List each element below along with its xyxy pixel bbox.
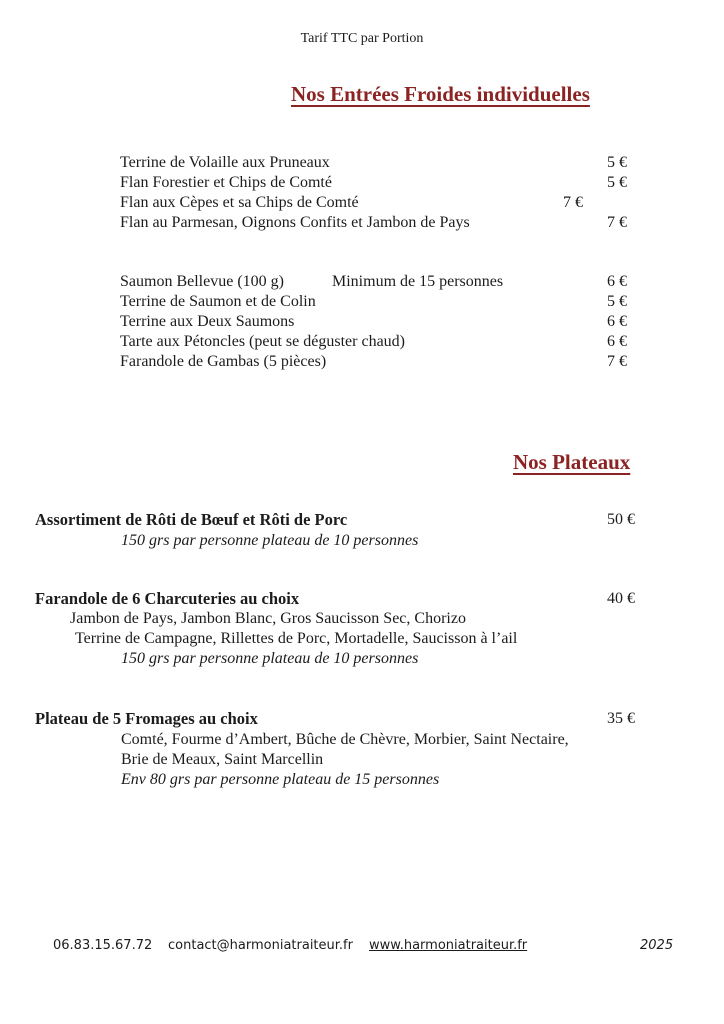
plateau-title-row: [35, 589, 635, 609]
menu-item-row: [120, 312, 627, 332]
plateau-title-row: [35, 510, 635, 530]
plateau-detail-line: Jambon de Pays, Jambon Blanc, Gros Saucisson Sec, Chorizo: [70, 610, 466, 627]
menu-item-row: [120, 292, 627, 312]
plateau-name: Plateau de 5 Fromages au choix: [35, 709, 258, 728]
menu-item-price: 7 €: [563, 194, 583, 211]
menu-item-price: 7 €: [607, 214, 627, 231]
menu-item-price: 6 €: [607, 333, 627, 350]
menu-item-row: [120, 352, 627, 372]
footer-website-link[interactable]: www.harmoniatraiteur.fr: [369, 938, 528, 953]
plateau-detail-line: Comté, Fourme d’Ambert, Bûche de Chèvre, Morbier, Saint Nectaire,: [121, 731, 569, 748]
menu-item-row: [120, 332, 627, 352]
menu-item-name: Terrine de Saumon et de Colin: [120, 293, 316, 310]
menu-item-name: Tarte aux Pétoncles (peut se déguster chaud): [120, 333, 405, 350]
plateau-detail-line: Brie de Meaux, Saint Marcellin: [121, 751, 324, 768]
section-heading-plateaux: Nos Plateaux: [513, 450, 631, 474]
menu-item-row: [120, 272, 627, 292]
menu-item-row: [120, 193, 627, 213]
footer-email-address: contact@harmoniatraiteur.fr: [168, 938, 353, 953]
plateau-price: 35 €: [607, 710, 635, 727]
tariff-note: Tarif TTC par Portion: [300, 31, 424, 46]
plateau-serving-note: 150 grs par personne plateau de 10 personnes: [121, 532, 419, 549]
plateau-serving-note: 150 grs par personne plateau de 10 personnes: [121, 650, 419, 667]
menu-item-name: Saumon Bellevue (100 g): [120, 273, 284, 290]
menu-item-row: [120, 173, 627, 193]
footer-phone-number: 06.83.15.67.72: [53, 938, 153, 953]
plateau-name: Farandole de 6 Charcuteries au choix: [35, 589, 300, 608]
plateau-serving-note: Env 80 grs par personne plateau de 15 personnes: [121, 771, 440, 788]
menu-item-row: [120, 153, 627, 173]
footer-year: 2025: [640, 938, 674, 953]
menu-item-price: 7 €: [607, 353, 627, 370]
menu-item-name: Flan au Parmesan, Oignons Confits et Jambon de Pays: [120, 214, 470, 231]
menu-item-name: Flan aux Cèpes et sa Chips de Comté: [120, 194, 359, 211]
menu-item-name: Terrine aux Deux Saumons: [120, 313, 295, 330]
plateau-title-row: [35, 709, 635, 729]
menu-item-name: Terrine de Volaille aux Pruneaux: [120, 154, 330, 171]
plateau-name: Assortiment de Rôti de Bœuf et Rôti de Porc: [35, 510, 348, 529]
section-heading-entrees-froides: Nos Entrées Froides individuelles: [291, 82, 590, 106]
menu-item-row: [120, 213, 627, 233]
menu-item-price: 6 €: [607, 273, 627, 290]
menu-item-price: 6 €: [607, 313, 627, 330]
menu-item-price: 5 €: [607, 293, 627, 310]
menu-item-name: Farandole de Gambas (5 pièces): [120, 353, 327, 370]
menu-item-price: 5 €: [607, 154, 627, 171]
plateau-detail-line: Terrine de Campagne, Rillettes de Porc, Mortadelle, Saucisson à l’ail: [75, 630, 518, 647]
plateau-price: 40 €: [607, 590, 635, 607]
plateau-price: 50 €: [607, 511, 635, 528]
menu-item-price: 5 €: [607, 174, 627, 191]
menu-item-name: Flan Forestier et Chips de Comté: [120, 174, 332, 191]
menu-item-note: Minimum de 15 personnes: [332, 273, 504, 290]
